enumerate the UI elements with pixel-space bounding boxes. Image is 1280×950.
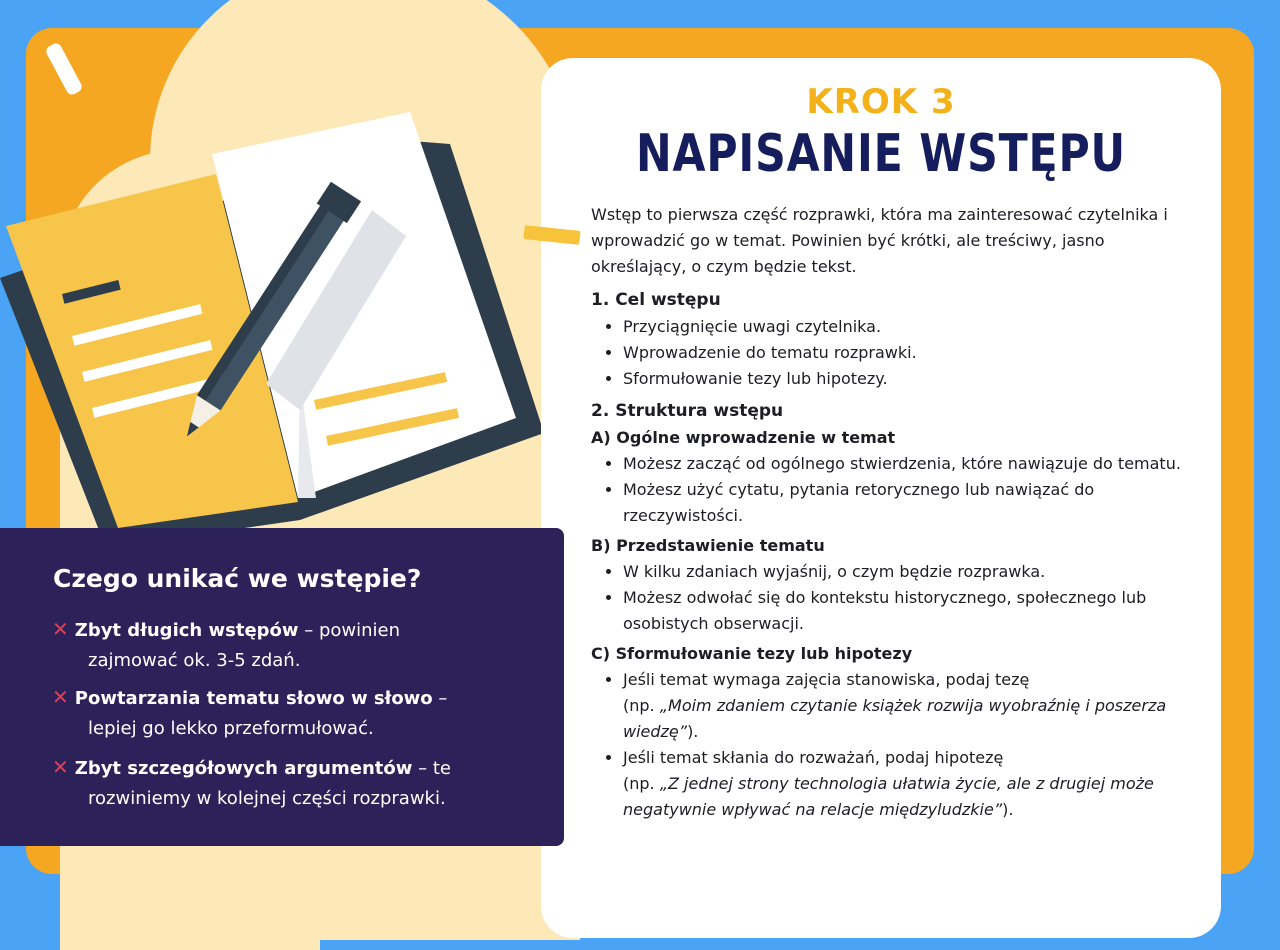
- goal-list: [591, 314, 1191, 392]
- intro-paragraph: Wstęp to pierwsza część rozprawki, która ma zainteresować czytelnika i wprowadzić go w temat. Powinien być krótki, ale treściwy, jasno określający, o czym będzie tekst.: [591, 205, 1168, 276]
- list-item: • Sformułowanie tezy lub hipotezy.: [623, 366, 1191, 392]
- avoid-item: ✕ Zbyt szczegółowych argumentów – te rozwiniemy w kolejnej części rozprawki.: [52, 755, 451, 809]
- thesis-list: [591, 667, 1191, 823]
- intro-list: [591, 451, 1191, 529]
- main-content: [591, 202, 1191, 823]
- list-item: • Możesz użyć cytatu, pytania retorycznego lub nawiązać do rzeczywistości.: [623, 477, 1191, 529]
- list-item: [623, 667, 1191, 745]
- list-item-text: Jeśli temat skłania do rozważań, podaj hipotezę: [623, 748, 1004, 767]
- section-heading: 1. Cel wstępu: [591, 290, 721, 310]
- cross-mark-icon: ✕: [52, 617, 69, 641]
- topic-list: [591, 559, 1191, 637]
- list-item-text: Jeśli temat wymaga zajęcia stanowiska, podaj tezę: [623, 670, 1030, 689]
- avoid-item: ✕ Zbyt długich wstępów – powinien zajmować ok. 3-5 zdań.: [52, 617, 401, 671]
- list-item: • Wprowadzenie do tematu rozprawki.: [623, 340, 1191, 366]
- cross-mark-icon: ✕: [52, 755, 69, 779]
- open-book-illustration: [0, 50, 560, 550]
- avoid-panel-title: Czego unikać we wstępie?: [53, 564, 422, 593]
- section-heading: 2. Struktura wstępu: [591, 401, 784, 421]
- page-title: NAPISANIE WSTĘPU: [635, 124, 1126, 184]
- list-item: • Możesz zacząć od ogólnego stwierdzenia, które nawiązuje do tematu.: [623, 451, 1191, 477]
- example-note: (np. „Moim zdaniem czytanie książek rozwija wyobraźnię i poszerza wiedzę”).: [623, 696, 1167, 741]
- subsection-heading: A) Ogólne wprowadzenie w temat: [591, 428, 896, 447]
- example-note: (np. „Z jednej strony technologia ułatwia życie, ale z drugiej może negatywnie wpływać na relacje międzyludzkie”).: [623, 774, 1154, 819]
- list-item: • Przyciągnięcie uwagi czytelnika.: [623, 314, 1191, 340]
- cross-mark-icon: ✕: [52, 685, 69, 709]
- list-item: [623, 745, 1191, 823]
- subsection-heading: B) Przedstawienie tematu: [591, 536, 825, 555]
- step-label: KROK 3: [806, 82, 956, 122]
- list-item: • W kilku zdaniach wyjaśnij, o czym będzie rozprawka.: [623, 559, 1191, 585]
- list-item: • Możesz odwołać się do kontekstu historycznego, społecznego lub osobistych obserwacji.: [623, 585, 1191, 637]
- subsection-heading: C) Sformułowanie tezy lub hipotezy: [591, 644, 913, 663]
- avoid-item: ✕ Powtarzania tematu słowo w słowo – lepiej go lekko przeformułować.: [52, 685, 448, 739]
